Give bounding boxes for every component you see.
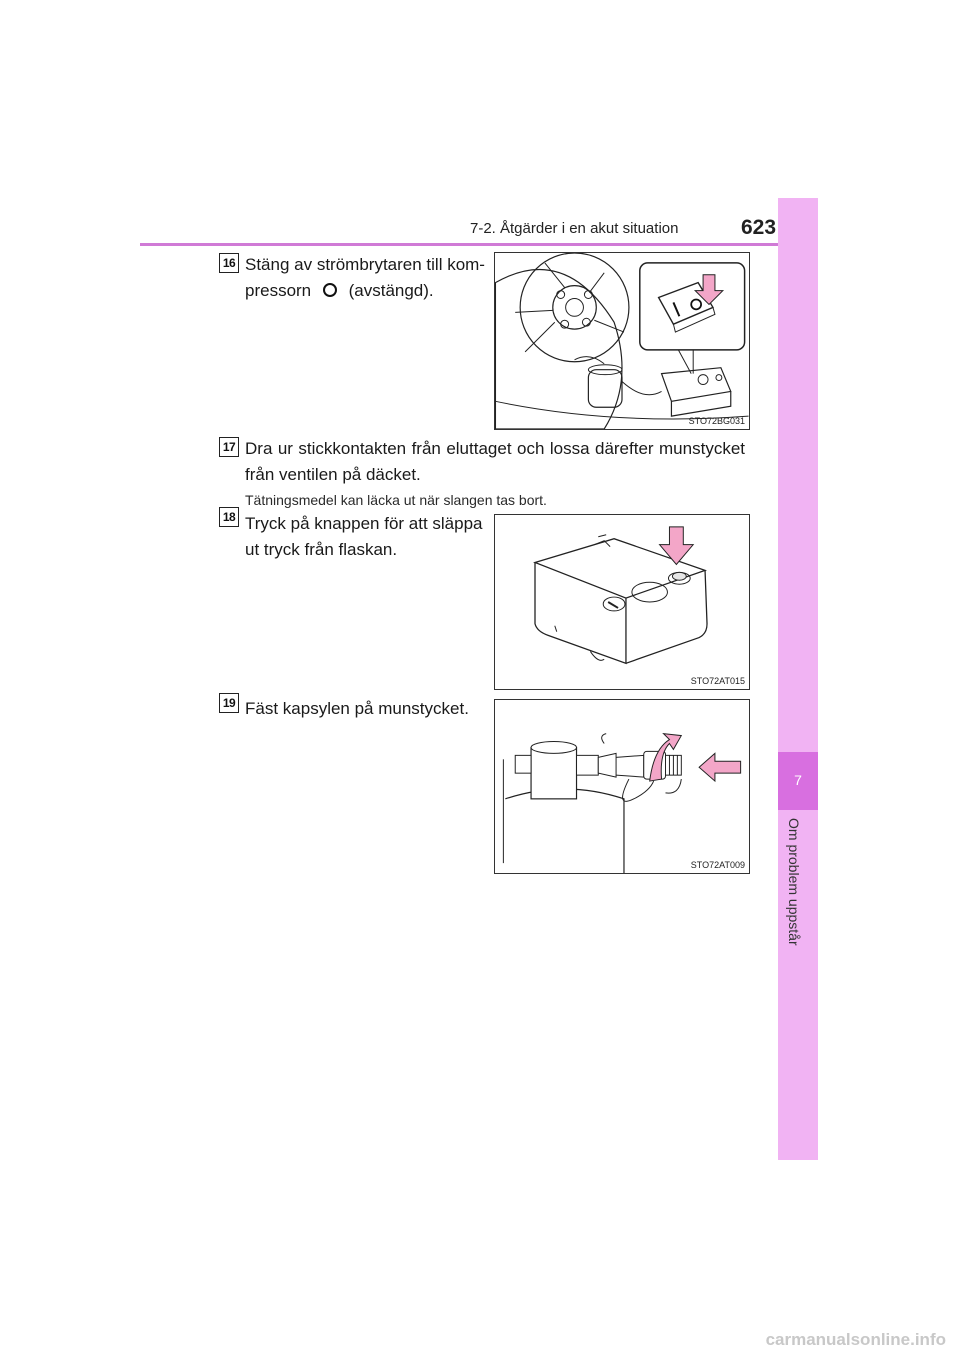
chapter-title: Om problem uppstår [786,818,802,946]
nozzle-cap-illustration [495,700,749,873]
figure-pressure-release-button [494,514,750,690]
step-number-badge: 16 [219,253,239,273]
circle-off-symbol-icon [322,280,338,306]
chapter-side-tab[interactable] [778,198,818,1160]
step-17-text-line1: Dra ur stickkontakten från eluttaget och lossa därefter munstycket [245,439,745,458]
step-16-text-pre: pressorn [245,281,312,300]
step-16-text-line2 [245,278,434,306]
chapter-number-box[interactable] [778,752,818,810]
chapter-number: 7 [794,772,802,788]
figure-code: STO72AT015 [690,676,745,686]
step-18-text-line2: ut tryck från flaskan. [245,540,398,559]
watermark-text: carmanualsonline.info [765,1330,946,1349]
figure-compressor-switch [494,252,750,430]
step-18-text-line1: Tryck på knappen för att släppa [245,514,483,533]
step-number-badge: 19 [219,693,239,713]
step-19-text-line1: Fäst kapsylen på munstycket. [245,699,469,718]
header-divider [140,243,818,246]
step-17-text-line2: från ventilen på däcket. [245,465,421,484]
compressor-switch-illustration [495,253,749,429]
step-number-badge: 18 [219,507,239,527]
step-16-text-post: (avstängd). [348,281,434,300]
section-title: 7-2. Åtgärder i en akut situation [470,220,679,237]
page-number: 623 [741,216,777,239]
pressure-release-illustration [495,515,749,689]
step-16-text-line1: Stäng av strömbrytaren till kom- [245,255,485,274]
figure-nozzle-cap [494,699,750,874]
step-17-note: Tätningsmedel kan läcka ut när slangen tas bort. [245,492,547,508]
figure-code: STO72BG031 [688,416,745,426]
step-number-badge: 17 [219,437,239,457]
figure-code: STO72AT009 [690,860,745,870]
